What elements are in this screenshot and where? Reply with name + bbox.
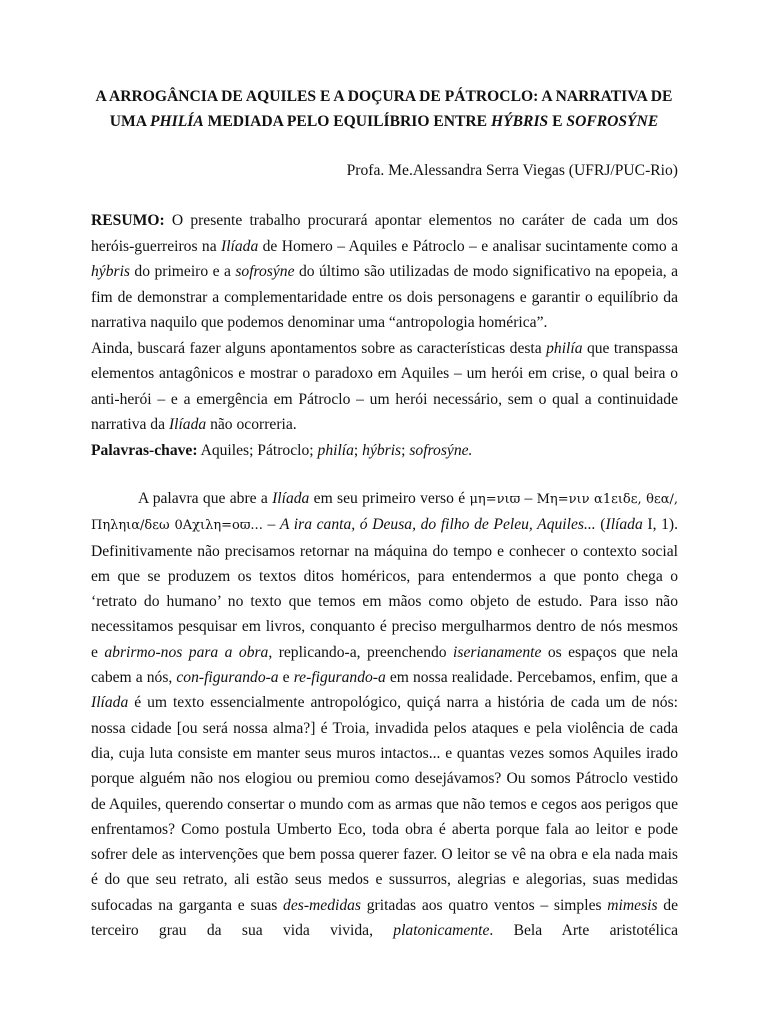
body-term: mimesis <box>607 896 658 914</box>
body-term: Ilíada <box>272 490 310 507</box>
abstract-text: do último são utilizadas de modo significativo na epopeia, a fim de demonstrar a complementaridade entre os dois personagens e garantir o equilíbrio da narrativa naquilo que podemos denominar uma “antropologia homérica”. <box>91 263 679 331</box>
title-term-sofrosyne: SOFROSÝNE <box>566 113 659 130</box>
abstract-term: sofrosýne <box>235 263 295 280</box>
keywords-line <box>91 438 678 464</box>
abstract-text: que transpassa elementos antagônicos e mostrar o paradoxo em Aquiles – um herói em crise, o qual beira o anti-herói – e a emergência em Pátroclo – um herói necessário, sem o qual a continuidade narrativa da <box>91 339 678 433</box>
abstract-term: Ilíada <box>168 416 207 433</box>
title-line-2 <box>80 109 688 134</box>
abstract-term: hýbris <box>91 263 130 280</box>
body-term: Ilíada <box>605 516 643 534</box>
body-text: – <box>520 490 537 507</box>
greek-word: μη=νιϖ <box>469 492 521 507</box>
body-text: os espaços que nela cabem a nós, <box>91 643 678 687</box>
document-title <box>80 84 688 134</box>
title-term-hybris: HÝBRIS <box>490 113 549 130</box>
keywords-label: Palavras-chave: <box>91 441 198 459</box>
author-line: Profa. Me.Alessandra Serra Viegas (UFRJ/PUC-Rio) <box>346 162 678 179</box>
title-line-1: A ARROGÂNCIA DE AQUILES E A DOÇURA DE PÁTROCLO: A NARRATIVA DE <box>95 88 673 105</box>
abstract-label: RESUMO: <box>91 212 165 229</box>
body-term: con-figurando-a <box>176 669 279 687</box>
abstract-text: do primeiro e a <box>129 263 236 280</box>
keywords-separator: ; <box>401 441 410 459</box>
body-text: em seu primeiro verso é <box>309 490 470 507</box>
body-text: de terceiro grau da sua vida vivida, <box>91 896 678 940</box>
body-text: ( <box>595 516 606 534</box>
abstract-section <box>91 208 678 463</box>
title-text: E <box>548 113 567 130</box>
body-term: Ilíada <box>91 694 129 712</box>
body-text: . Bela Arte aristotélica <box>489 922 678 940</box>
verse-translation: A ira canta, ó Deusa, do filho de Peleu, Aquiles... <box>279 516 596 534</box>
keywords-text: Aquiles; Pátroclo; <box>197 441 318 459</box>
abstract-paragraph-2 <box>91 336 678 438</box>
body-text: – <box>262 516 280 534</box>
body-text: I, 1). Definitivamente não precisamos retornar na máquina do tempo e conhecer o contexto social em que se produzem os textos ditos homéricos, para entendermos a que ponto chega o ‘retrato do humano’ no texto que temos em mãos como objeto de estudo. Para isso não necessitamos pesquisar em livros, conquanto é preciso mergulharmos dentro de nós mesmos e <box>91 516 679 661</box>
abstract-text: Ainda, buscará fazer alguns apontamentos sobre as características desta <box>91 339 547 357</box>
abstract-text: de Homero – Aquiles e Pátroclo – e analisar sucintamente como a <box>258 237 678 255</box>
abstract-paragraph-1 <box>91 208 678 336</box>
abstract-text: O presente trabalho procurará apontar elementos no caráter de cada um dos heróis-guerreiros na <box>91 212 678 255</box>
title-term-philia: PHILÍA <box>150 113 204 130</box>
body-text: , replicando-a, preenchendo <box>268 643 454 661</box>
body-term: des-medidas <box>283 896 362 914</box>
title-text: UMA <box>109 113 151 130</box>
body-term: platonicamente <box>393 922 490 940</box>
body-term: iserianamente <box>453 643 542 661</box>
body-text: é um texto essencialmente antropológico, quiçá narra a história de cada um de nós: nossa cidade [ou será nossa alma?] é Troia, invadida pelos ataques e pela violência de cada dia, cuja luta consiste em manter seus muros intactos... e quantas vezes somos Aquiles irado porque alguém não nos elogiou ou premiou como desejávamos? Ou somos Pátroclo vestido de Aquiles, querendo consertar o mundo com as armas que não temos e cegos aos perigos que enfrentamos? Como postula Umberto Eco, toda obra é aberta porque fala ao leitor e pode sofrer dele as intervenções que bem possa querer fazer. O leitor se vê na obra e ela nada mais é do que seu retrato, ali estão seus medos e sussurros, alegrias e alegorias, suas medidas sufocadas na garganta e suas <box>91 694 678 914</box>
body-text: em nossa realidade. Percebamos, enfim, que a <box>385 669 678 687</box>
keyword-sofrosyne: sofrosýne. <box>409 441 473 459</box>
body-term: re-figurando-a <box>293 669 386 687</box>
abstract-text: não ocorreria. <box>206 416 297 433</box>
title-text: MEDIADA PELO EQUILÍBRIO ENTRE <box>203 113 491 130</box>
keyword-philia: philía <box>317 441 354 459</box>
body-paragraph-1 <box>91 486 678 943</box>
greek-verse: Μη=νιν α1ειδε, θεα/, Πηληια/δεω 0Αχιλη=οϖ... <box>91 492 679 534</box>
body-term: abrirmo-nos para a obra <box>104 643 269 661</box>
keyword-hybris: hýbris <box>362 441 402 459</box>
abstract-term: Ilíada <box>221 237 259 255</box>
abstract-term: philía <box>546 339 583 357</box>
body-text: e <box>278 669 294 687</box>
body-text: A palavra que abre a <box>138 490 273 507</box>
body-section <box>91 486 678 943</box>
keywords-separator: ; <box>353 441 363 459</box>
body-text: gritadas aos quatro ventos – simples <box>361 896 608 914</box>
